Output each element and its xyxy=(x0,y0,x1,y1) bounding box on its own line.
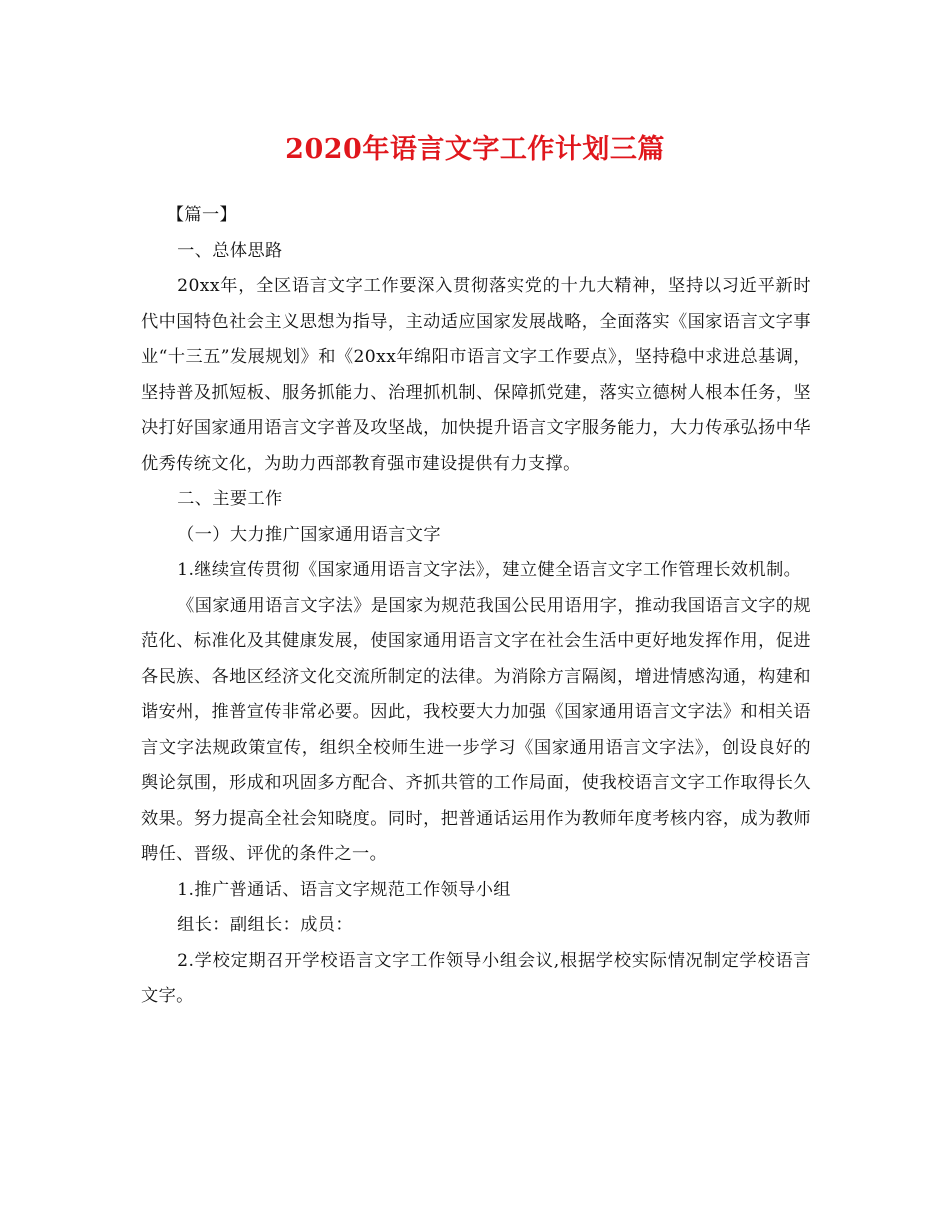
paragraph-item-1-law: 1.继续宣传贯彻《国家通用语言文字法》，建立健全语言文字工作管理长效机制。 xyxy=(177,560,802,580)
paragraph-overall-thinking: 20xx年，全区语言文字工作要深入贯彻落实党的十九大精神，坚持以习近平新时代中国特色社会主义思想为指导，主动适应国家发展战略，全面落实《国家语言文字事业“十三五”发展规划》和《20xx年绵阳市语言文字工作要点》，坚持稳中求进总基调，坚持普及抓短板、服务抓能力、治理抓机制、保障抓党建，落实立德树人根本任务，坚决打好国家通用语言文字普及攻坚战，加快提升语言文字服务能力，大力传承弘扬中华优秀传统文化，为助力西部教育强市建设提供有力支撑。 xyxy=(141,276,811,474)
subheading-promote-language: （一）大力推广国家通用语言文字 xyxy=(177,524,441,545)
document-title: 2020年语言文字工作计划三篇 xyxy=(285,134,665,165)
heading-main-work: 二、主要工作 xyxy=(177,489,283,509)
paragraph-item-1-leading-group: 1.推广普通话、语言文字规范工作领导小组 xyxy=(177,879,511,900)
paragraph-law-explanation: 《国家通用语言文字法》是国家为规范我国公民用语用字，推动我国语言文字的规范化、标准化及其健康发展，使国家通用语言文字在社会生活中更好地发挥作用，促进各民族、各地区经济文化交流所制定的法律。为消除方言隔阂，增进情感沟通，构建和谐安州，推普宣传非常必要。因此，我校要大力加强《国家通用语言文字法》和相关语言文字法规政策宣传，组织全校师生进一步学习《国家通用语言文字法》，创设良好的舆论氛围，形成和巩固多方配合、齐抓共管的工作局面，使我校语言文字工作取得长久效果。努力提高全社会知晓度。同时，把普通话运用作为教师年度考核内容，成为教师聘任、晋级、评优的条件之一。 xyxy=(141,595,811,864)
section-heading-part-one: 【篇一】 xyxy=(166,205,238,225)
document-body xyxy=(141,198,811,1015)
paragraph-group-members: 组长：副组长：成员： xyxy=(177,915,353,935)
paragraph-item-2-meetings: 2.学校定期召开学校语言文字工作领导小组会议,根据学校实际情况制定学校语言文字。 xyxy=(141,950,811,1006)
heading-overall-thinking: 一、总体思路 xyxy=(177,240,283,261)
